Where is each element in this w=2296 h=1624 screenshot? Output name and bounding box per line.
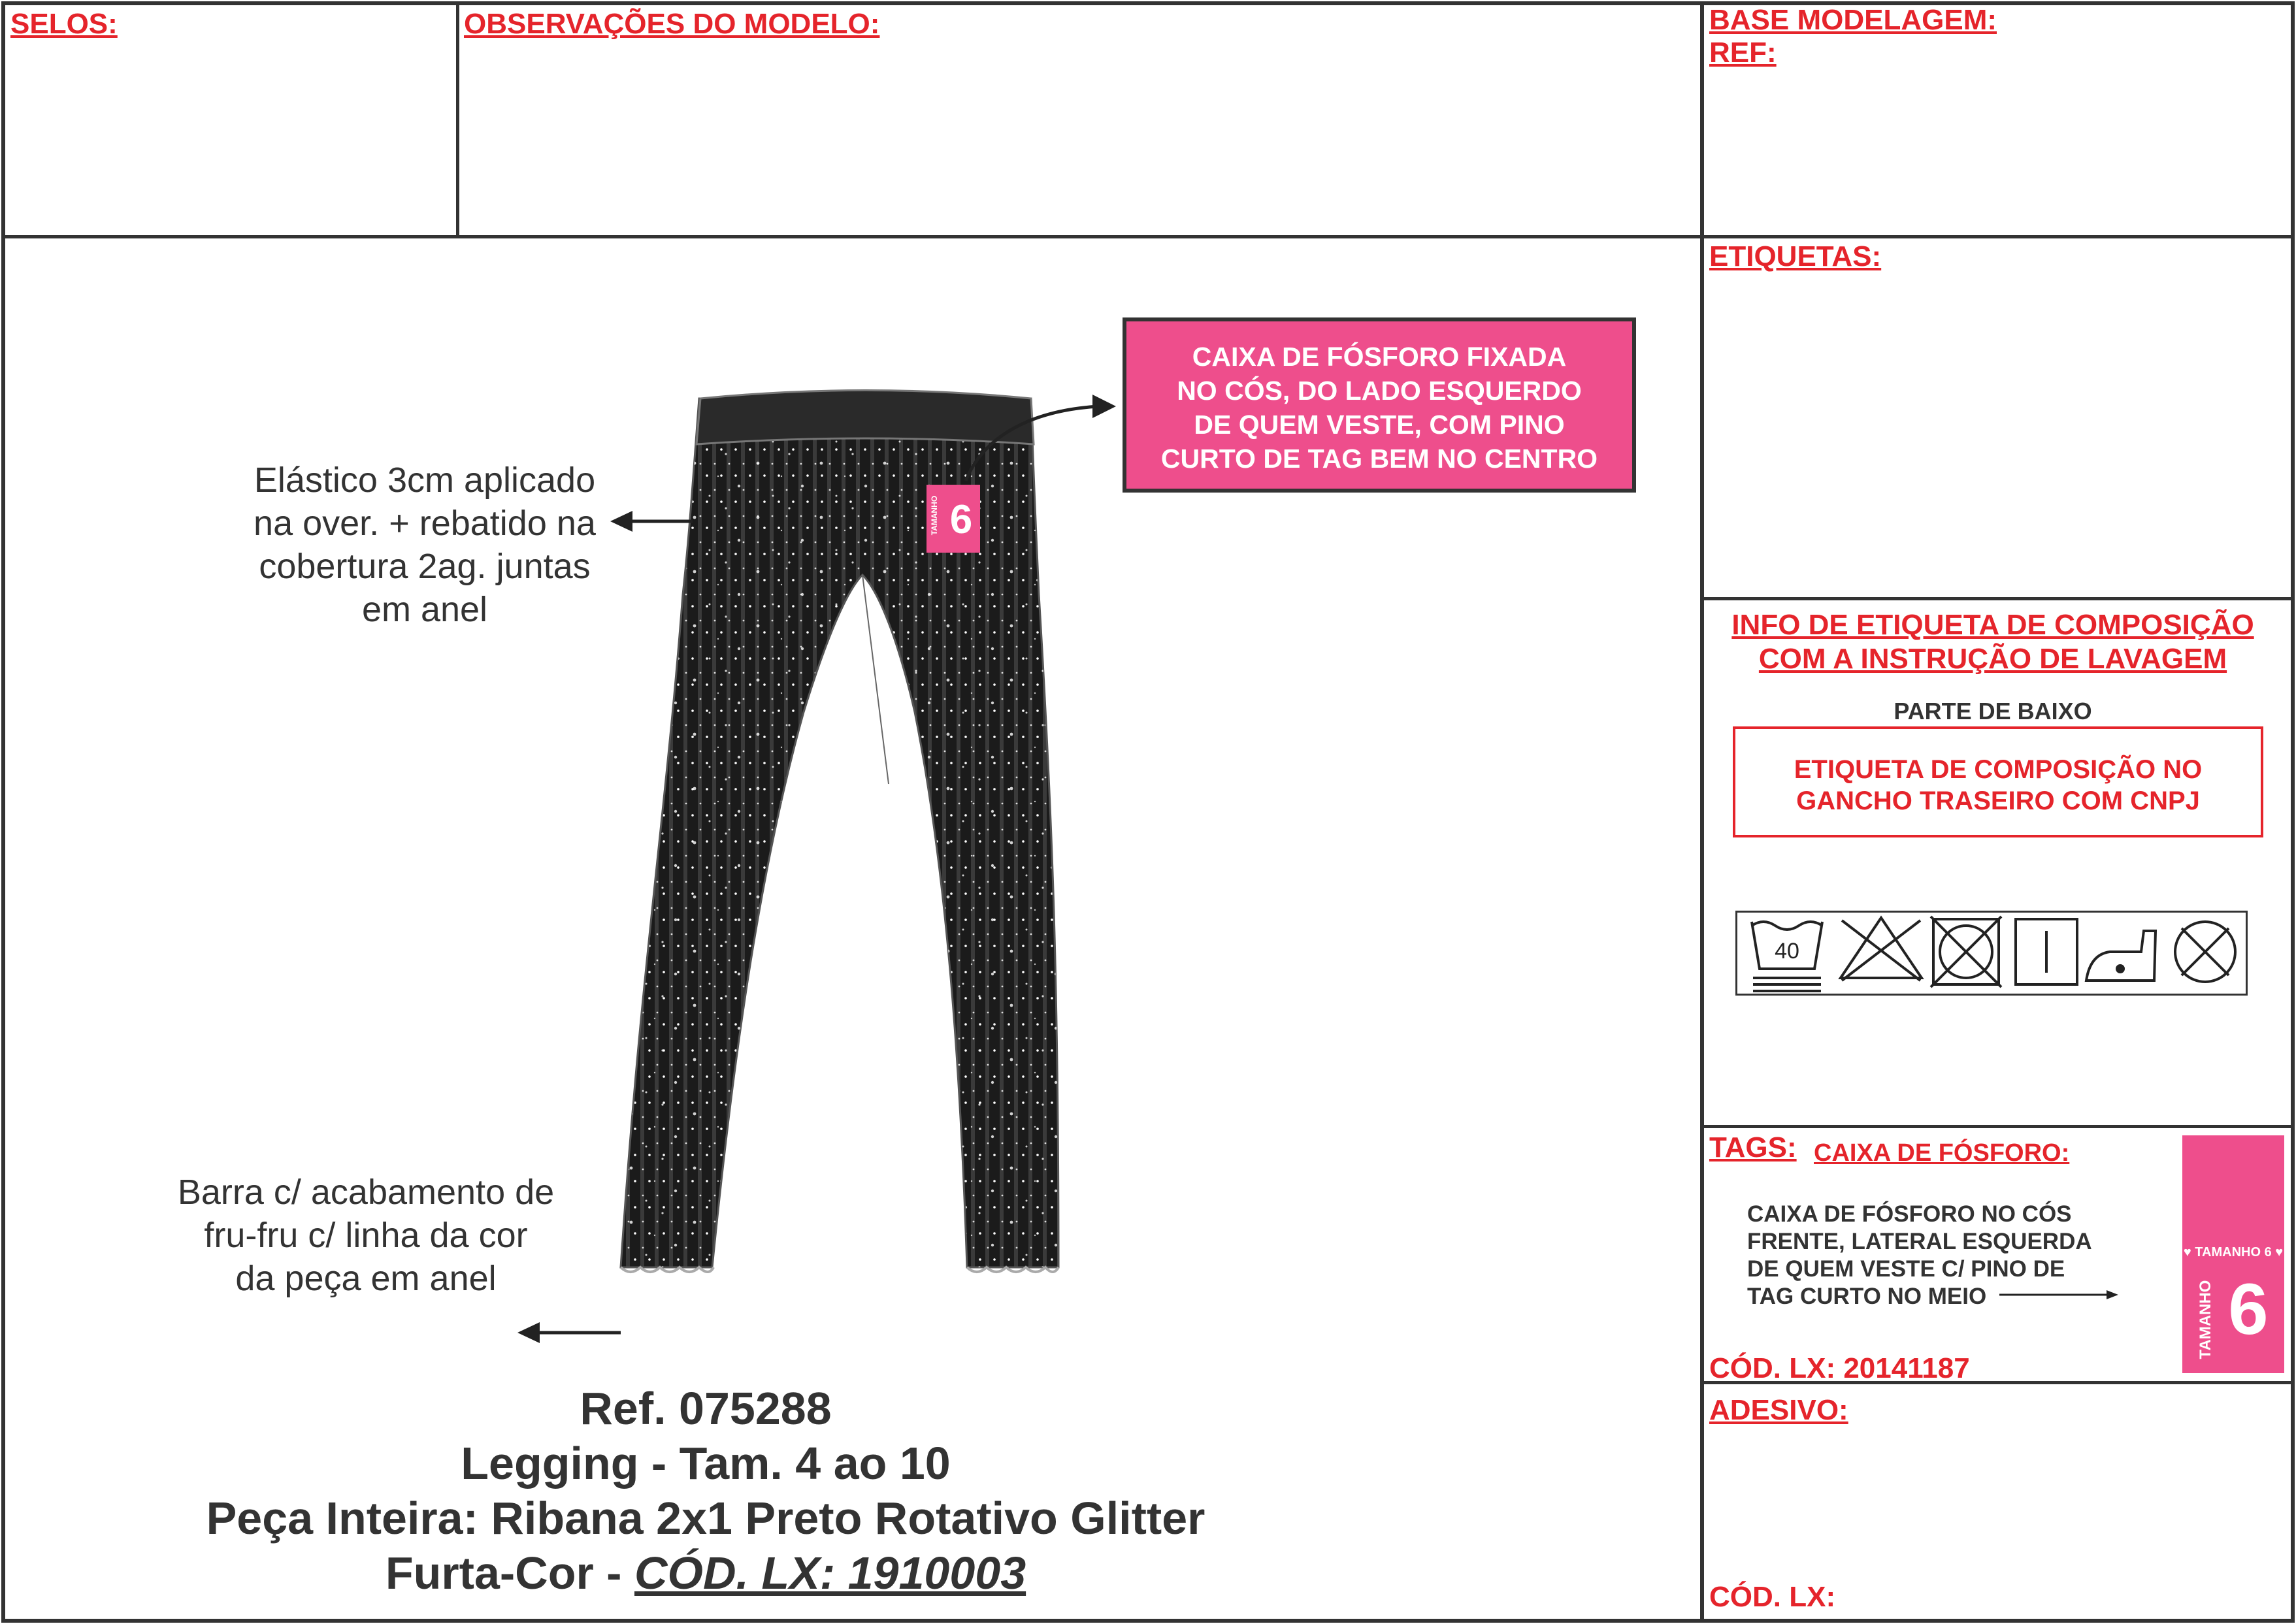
callout-line-1: CAIXA DE FÓSFORO FIXADA <box>1192 342 1567 372</box>
observacoes-label: OBSERVAÇÕES DO MODELO: <box>464 8 880 40</box>
wash-temp-text: 40 <box>1775 939 1799 964</box>
composicao-box <box>1733 726 2263 837</box>
divider-header <box>1 235 2295 238</box>
waist-note-line-1: Elástico 3cm aplicado <box>254 461 596 500</box>
product-fabric: Peça Inteira: Ribana 2x1 Preto Rotativo Glitter <box>206 1493 1205 1544</box>
tags-desc-line-1: CAIXA DE FÓSFORO NO CÓS <box>1747 1201 2072 1227</box>
product-color-prefix: Furta-Cor - <box>385 1548 634 1599</box>
border-left <box>1 1 5 1623</box>
parte-de-baixo-label: PARTE DE BAIXO <box>1894 698 2092 724</box>
care-symbols-strip <box>1735 911 2248 996</box>
small-tag-tamanho: TAMANHO <box>930 495 939 536</box>
composicao-title-1: INFO DE ETIQUETA DE COMPOSIÇÃO <box>1731 609 2254 641</box>
border-bottom <box>1 1619 2295 1623</box>
divider-etiquetas <box>1700 597 2295 600</box>
divider-right-panel <box>1700 1 1704 1623</box>
hem-note-line-3: da peça em anel <box>235 1259 497 1298</box>
tags-desc-line-4: TAG CURTO NO MEIO <box>1747 1284 1987 1309</box>
adesivo-label: ADESIVO: <box>1709 1394 1848 1426</box>
waist-small-tag <box>927 485 980 553</box>
tags-desc-line-3: DE QUEM VESTE C/ PINO DE <box>1747 1256 2065 1282</box>
hem-note-line-1: Barra c/ acabamento de <box>177 1173 555 1212</box>
line-dry-icon <box>2016 919 2077 984</box>
callout-line-4: CURTO DE TAG BEM NO CENTRO <box>1160 444 1598 474</box>
iron-low-icon <box>2086 931 2156 981</box>
divider-composicao <box>1700 1125 2295 1128</box>
composicao-title-2: COM A INSTRUÇÃO DE LAVAGEM <box>1758 643 2227 675</box>
divider-selos <box>456 1 459 238</box>
legging-waistband <box>697 391 1034 445</box>
product-ref: Ref. 075288 <box>580 1383 832 1434</box>
product-color-line <box>196 1546 1215 1600</box>
tags-label: TAGS: <box>1709 1131 1797 1163</box>
no-tumble-dry-icon <box>1931 917 2001 987</box>
callout-line-2: NO CÓS, DO LADO ESQUERDO <box>1177 376 1582 406</box>
tag-card-tamanho-text: TAMANHO <box>2197 1280 2214 1359</box>
no-bleach-icon <box>1841 918 1922 981</box>
etiquetas-label: ETIQUETAS: <box>1709 240 1882 272</box>
caixa-fosforo-label: CAIXA DE FÓSFORO: <box>1814 1139 2070 1167</box>
product-color-code: CÓD. LX: 1910003 <box>634 1548 1026 1599</box>
hem-note <box>144 1171 588 1300</box>
no-dry-clean-icon <box>2175 922 2235 982</box>
tag-card-number: 6 <box>2228 1269 2269 1350</box>
border-right <box>2291 1 2295 1623</box>
matchbox-tag-card <box>2182 1135 2284 1373</box>
base-modelagem-label: BASE MODELAGEM: <box>1709 4 1997 36</box>
ref-label: REF: <box>1709 37 1777 69</box>
legging-glitter <box>621 398 1058 1267</box>
callout-line-3: DE QUEM VESTE, COM PINO <box>1194 410 1565 440</box>
waist-note-line-4: em anel <box>361 590 488 629</box>
hem-note-line-2: fru-fru c/ linha da cor <box>204 1216 528 1255</box>
adesivo-cod: CÓD. LX: <box>1709 1581 1836 1613</box>
product-name: Legging - Tam. 4 ao 10 <box>461 1438 951 1489</box>
composicao-box-line-1: ETIQUETA DE COMPOSIÇÃO NO <box>1794 755 2203 784</box>
waist-note-line-2: na over. + rebatido na <box>254 504 596 543</box>
care-symbols-svg <box>1737 913 2246 994</box>
selos-label: SELOS: <box>10 8 118 40</box>
waist-note-line-3: cobertura 2ag. juntas <box>259 547 591 586</box>
tags-desc-line-2: FRENTE, LATERAL ESQUERDA <box>1747 1229 2092 1254</box>
waist-note <box>222 459 627 631</box>
composicao-box-line-2: GANCHO TRASEIRO COM CNPJ <box>1796 787 2200 815</box>
small-tag-number: 6 <box>949 497 973 542</box>
tag-card-top-text: ♥ TAMANHO 6 ♥ <box>2183 1245 2284 1259</box>
tags-arrow-icon <box>1997 1288 2121 1301</box>
tags-cod: CÓD. LX: 20141187 <box>1709 1352 1970 1384</box>
